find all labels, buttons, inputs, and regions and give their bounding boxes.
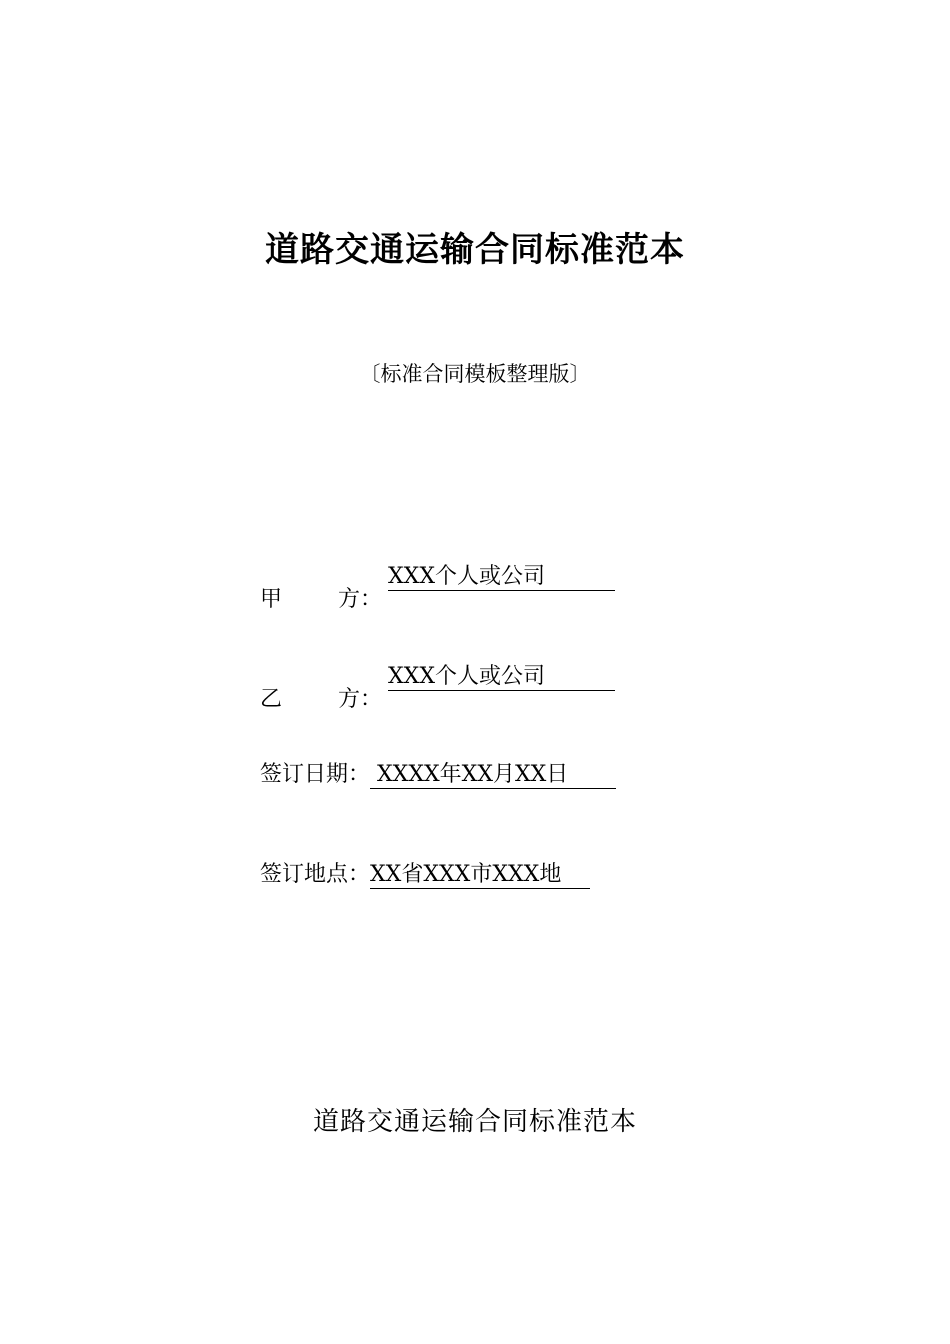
document-title: 道路交通运输合同标准范本 [265,230,685,270]
party-a-label-char: 甲 [260,587,283,612]
signing-place-field [260,858,590,892]
party-b-field [260,660,615,712]
signing-place-label: 签订地点： [260,862,371,887]
document-subtitle: 〔标准合同模板整理版〕 [359,362,591,386]
party-b-value: XXX个人或公司 [388,664,615,691]
signing-date-value: XXXX年XX月XX日 [370,762,616,789]
signing-date-field [260,758,616,792]
party-b-label-char: 乙 [260,687,283,712]
party-b-label-suffix: 方： [338,687,383,712]
party-a-field [260,560,615,612]
footer-title: 道路交通运输合同标准范本 [312,1107,637,1137]
party-a-label-suffix: 方： [338,587,383,612]
party-a-value: XXX个人或公司 [388,564,615,591]
signing-date-label: 签订日期： [260,762,371,787]
signing-place-value: XX省XXX市XXX地 [370,862,590,889]
